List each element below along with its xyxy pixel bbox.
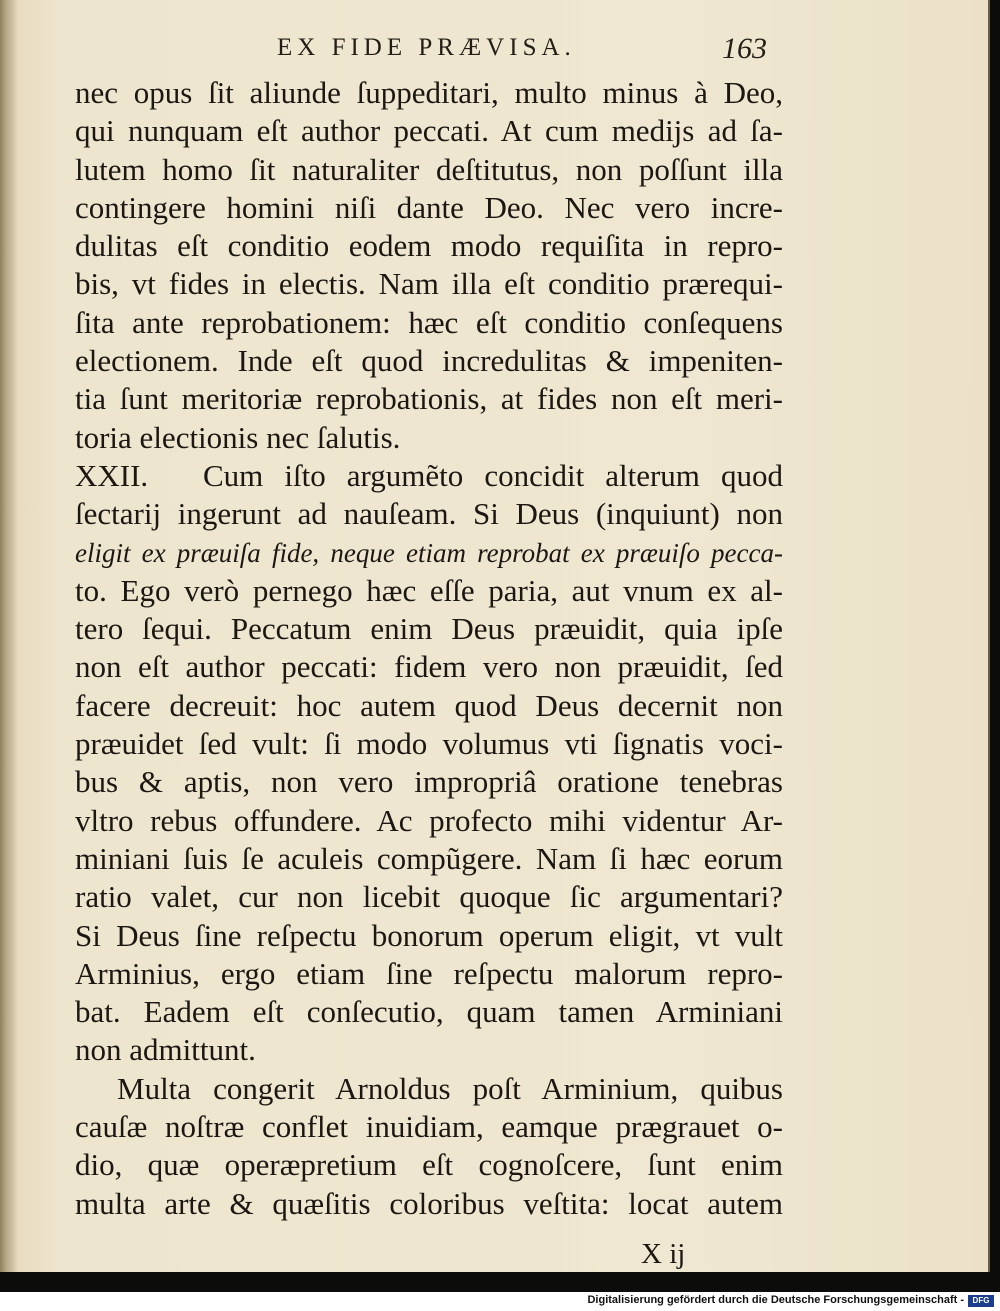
text-line: bis, vt fides in electis. Nam illa eſt conditio prærequi- <box>75 266 783 302</box>
text-line: dio, quæ operæpretium eſt cognoſcere, ſunt enim <box>75 1147 783 1183</box>
funding-note: Digitalisierung gefördert durch die Deutsche Forschungsgemeinschaft - <box>587 1294 964 1306</box>
text-line: miniani ſuis ſe aculeis compũgere. Nam ſi hæc eorum <box>75 840 783 876</box>
text-line: lutem homo ſit naturaliter deſtitutus, non poſſunt illa <box>75 151 783 187</box>
text-line: to. Ego verò pernego hæc eſſe paria, aut vnum ex al- <box>75 572 783 608</box>
text-line: eligit ex præuiſa fide, neque etiam reprobat ex præuiſo pecca- <box>75 537 783 568</box>
signature-mark: X ij <box>641 1238 686 1270</box>
text-line: multa arte & quæſitis coloribus veſtita: locat autem <box>75 1185 783 1221</box>
text-line: non admittunt. <box>75 1032 256 1068</box>
text-line: Si Deus ſine reſpectu bonorum operum eligit, vt vult <box>75 917 783 953</box>
text-line: toria electionis nec ſalutis. <box>75 419 401 455</box>
text-line: præuidet ſed vult: ſi modo volumus vti ſignatis voci- <box>75 726 783 762</box>
page-header <box>0 32 988 72</box>
text-line: bat. Eadem eſt conſecutio, quam tamen Arminiani <box>75 994 783 1030</box>
text-line: electionem. Inde eſt quod incredulitas & impeniten- <box>75 343 783 379</box>
text-line: Arminius, ergo etiam ſine reſpectu malorum repro- <box>75 955 783 991</box>
text-line: vltro rebus offundere. Ac profecto mihi videntur Ar- <box>75 802 783 838</box>
text-line: bus & aptis, non vero impropriâ oratione tenebras <box>75 764 783 800</box>
text-line: nec opus ſit aliunde ſuppeditari, multo minus à Deo, <box>75 75 783 110</box>
text-line: dulitas eſt conditio eodem modo requiſita in repro- <box>75 228 783 264</box>
text-line: non eſt author peccati: fidem vero non præuidit, ſed <box>75 649 783 685</box>
text-line: ratio valet, cur non licebit quoque ſic argumentari? <box>75 879 783 915</box>
text-line: contingere homini niſi dante Deo. Nec vero incre- <box>75 189 783 225</box>
dfg-logo-icon: DFG <box>968 1295 994 1307</box>
section-first-line <box>75 457 783 495</box>
text-line: tia ſunt meritoriæ reprobationis, at fides non eſt meri- <box>75 381 783 417</box>
text-line: facere decreuit: hoc autem quod Deus decernit non <box>75 687 783 723</box>
text-line: qui nunquam eſt author peccati. At cum medijs ad ſa- <box>75 113 783 149</box>
text-line: cauſæ noſtræ conflet inuidiam, eamque prægrauet o- <box>75 1109 783 1145</box>
running-head: EX FIDE PRÆVISA. <box>277 34 576 61</box>
footer-bar <box>0 1292 1000 1311</box>
text-line: tero ſequi. Peccatum enim Deus præuidit, quia ipſe <box>75 611 783 647</box>
section-first-line-text: Cum iſto argumẽto concidit alterum quod <box>203 457 783 493</box>
page-number: 163 <box>722 32 767 65</box>
section-number: XXII. <box>75 457 149 493</box>
text-line: ſita ante reprobationem: hæc eſt conditio conſequens <box>75 304 783 340</box>
text-line: ſectarij ingerunt ad nauſeam. Si Deus (inquiunt) non <box>75 496 783 532</box>
body-text <box>75 74 783 1223</box>
text-line: Multa congerit Arnoldus poſt Arminium, quibus <box>117 1070 783 1106</box>
